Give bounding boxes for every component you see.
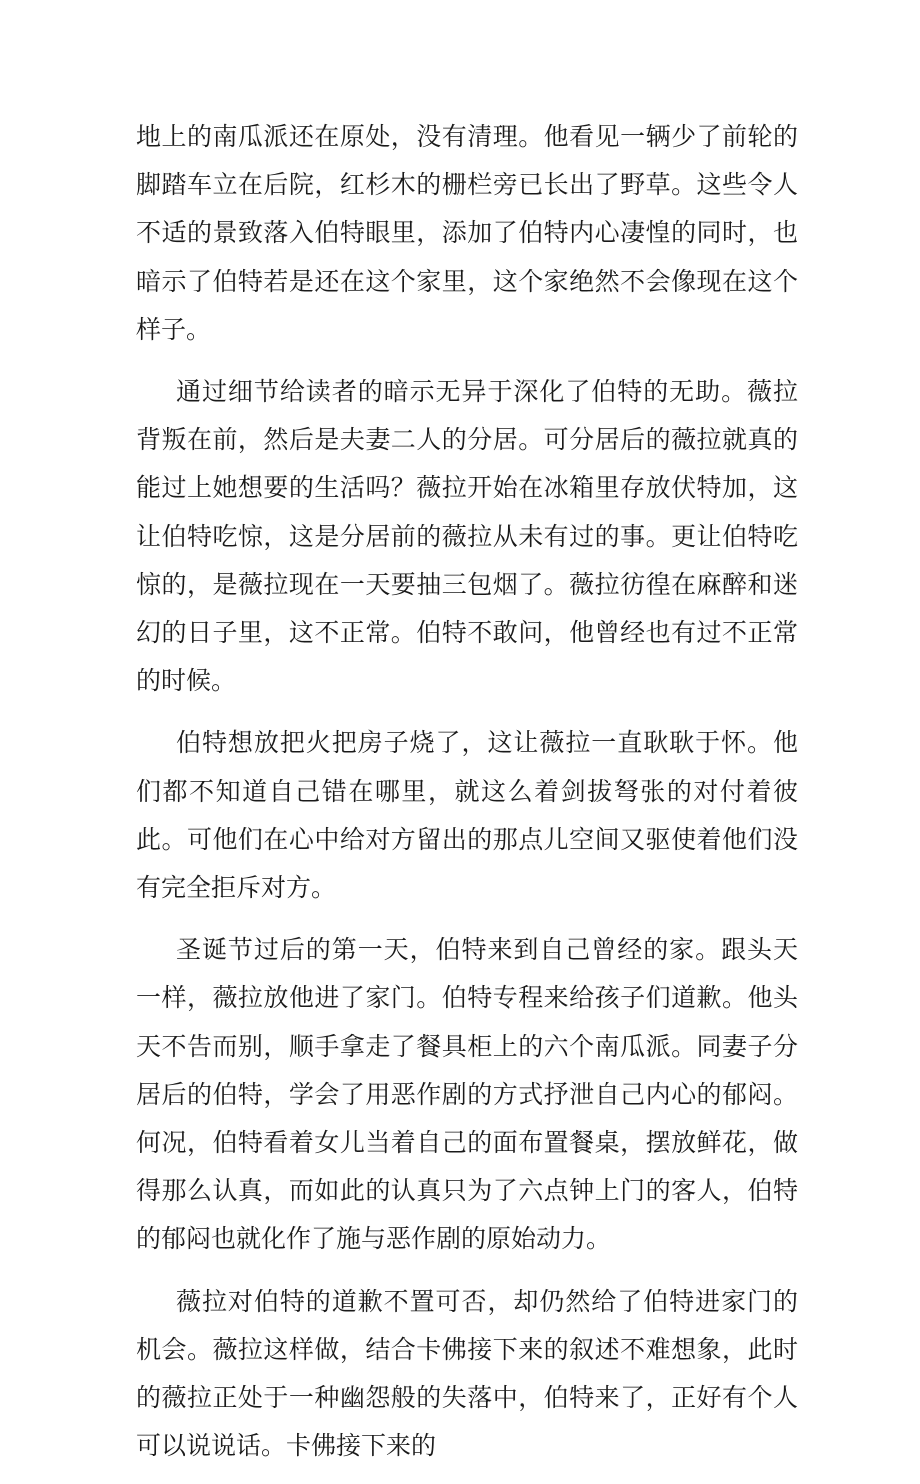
paragraph: 伯特想放把火把房子烧了，这让薇拉一直耿耿于怀。他们都不知道自己错在哪里，就这么着剑拔弩张的对付着彼此。可他们在心中给对方留出的那点儿空间又驱使着他们没有完全拒斥对方。 <box>136 728 798 903</box>
document-body <box>136 113 798 1484</box>
paragraph: 通过细节给读者的暗示无异于深化了伯特的无助。薇拉背叛在前，然后是夫妻二人的分居。可分居后的薇拉就真的能过上她想要的生活吗？薇拉开始在冰箱里存放伏特加，这让伯特吃惊，这是分居前的薇拉从未有过的事。更让伯特吃惊的，是薇拉现在一天要抽三包烟了。薇拉彷徨在麻醉和迷幻的日子里，这不正常。伯特不敢问，他曾经也有过不正常的时候。 <box>136 377 798 696</box>
paragraph: 薇拉对伯特的道歉不置可否，却仍然给了伯特进家门的机会。薇拉这样做，结合卡佛接下来的叙述不难想象，此时的薇拉正处于一种幽怨般的失落中，伯特来了，正好有个人可以说说话。卡佛接下来的 <box>136 1286 798 1461</box>
paragraph: 地上的南瓜派还在原处，没有清理。他看见一辆少了前轮的脚踏车立在后院，红杉木的栅栏旁已长出了野草。这些令人不适的景致落入伯特眼里，添加了伯特内心凄惶的同时，也暗示了伯特若是还在这个家里，这个家绝然不会像现在这个样子。 <box>136 122 798 344</box>
paragraph: 圣诞节过后的第一天，伯特来到自己曾经的家。跟头天一样，薇拉放他进了家门。伯特专程来给孩子们道歉。他头天不告而别，顺手拿走了餐具柜上的六个南瓜派。同妻子分居后的伯特，学会了用恶作剧的方式抒泄自己内心的郁闷。何况，伯特看着女儿当着自己的面布置餐桌，摆放鲜花，做得那么认真，而如此的认真只为了六点钟上门的客人，伯特的郁闷也就化作了施与恶作剧的原始动力。 <box>136 935 798 1254</box>
